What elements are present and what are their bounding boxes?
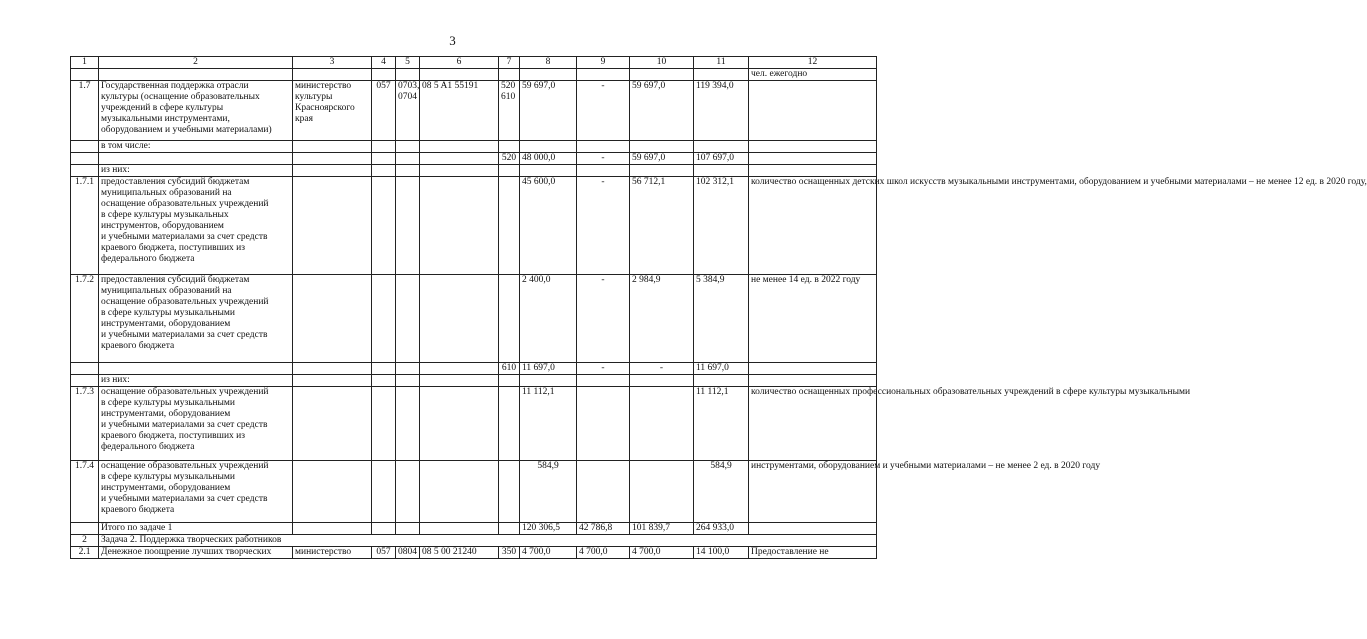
value-total: 264 933,0	[694, 523, 749, 535]
grbs-code: 057	[372, 81, 396, 141]
page-number: 3	[449, 33, 456, 48]
header-cell: 7	[499, 57, 520, 69]
value-2022: 4 700,0	[630, 547, 694, 559]
header-cell: 8	[520, 57, 577, 69]
value-2020: 48 000,0	[520, 153, 577, 165]
header-cell: 6	[420, 57, 499, 69]
header-cell: 11	[694, 57, 749, 69]
vr-code: 520	[499, 153, 520, 165]
value-2020: 11 697,0	[520, 363, 577, 375]
table-row	[71, 275, 877, 363]
row-name: оснащение образовательных учреждений в сфере культуры музыкальными инструментами, оборудованием и учебными материалами за счет средств краевого бюджета	[99, 461, 293, 523]
value-2020: 11 112,1	[520, 387, 577, 461]
header-cell: 10	[630, 57, 694, 69]
header-cell: 9	[577, 57, 630, 69]
value-2021: -	[577, 81, 630, 141]
value-total: 107 697,0	[694, 153, 749, 165]
row-number: 1.7.4	[71, 461, 99, 523]
table-row	[71, 81, 877, 141]
header-cell: 1	[71, 57, 99, 69]
table-row	[71, 141, 877, 153]
value-total: 14 100,0	[694, 547, 749, 559]
table-row	[71, 461, 877, 523]
row-label: из них:	[99, 165, 293, 177]
table-row	[71, 153, 877, 165]
value-2021: 4 700,0	[577, 547, 630, 559]
row-number: 1.7	[71, 81, 99, 141]
indicator: инструментами, оборудованием и учебными материалами – не менее 2 ед. в 2020 году	[749, 461, 877, 523]
value-2022: 59 697,0	[630, 81, 694, 141]
header-cell: 5	[396, 57, 420, 69]
value-2020: 120 306,5	[520, 523, 577, 535]
value-2022: 2 984,9	[630, 275, 694, 363]
csr-code: 08 5 00 21240	[420, 547, 499, 559]
vr-code: 610	[499, 363, 520, 375]
row-name: оснащение образовательных учреждений в сфере культуры музыкальными инструментами, оборудованием и учебными материалами за счет средств краевого бюджета, поступивших из федерального бюджета	[99, 387, 293, 461]
row-name: предоставления субсидий бюджетам муниципальных образований на оснащение образовательных учреждений в сфере культуры музыкальных инструментов, оборудованием и учебными материалами за счет средств краевого бюджета, поступивших из федерального бюджета	[99, 177, 293, 275]
value-2021: 42 786,8	[577, 523, 630, 535]
value-total: 584,9	[694, 461, 749, 523]
rzpr-code: 0804	[396, 547, 420, 559]
table-row	[71, 165, 877, 177]
total-label: Итого по задаче 1	[99, 523, 293, 535]
value-total: 11 697,0	[694, 363, 749, 375]
header-cell: 4	[372, 57, 396, 69]
vr-code: 520 610	[499, 81, 520, 141]
row-name: Государственная поддержка отрасли культуры (оснащение образовательных учреждений в сфере культуры музыкальными инструментами, оборудованием и учебными материалами)	[99, 81, 293, 141]
value-total: 5 384,9	[694, 275, 749, 363]
value-2021: -	[577, 177, 630, 275]
value-2021: -	[577, 153, 630, 165]
table-row	[71, 363, 877, 375]
csr-code: 08 5 A1 55191	[420, 81, 499, 141]
table-row	[71, 177, 877, 275]
value-2022: 59 697,0	[630, 153, 694, 165]
top-note: чел. ежегодно	[749, 69, 877, 81]
row-agency: министерство	[293, 547, 372, 559]
row-name: Денежное поощрение лучших творческих	[99, 547, 293, 559]
total-row	[71, 523, 877, 535]
value-total: 119 394,0	[694, 81, 749, 141]
row-label: в том числе:	[99, 141, 293, 153]
vr-code: 350	[499, 547, 520, 559]
value-2020: 584,9	[520, 461, 577, 523]
indicator: не менее 14 ед. в 2022 году	[749, 275, 877, 363]
row-agency: министерство культуры Красноярского края	[293, 81, 372, 141]
table-row	[71, 69, 877, 81]
value-total: 11 112,1	[694, 387, 749, 461]
value-2022: 56 712,1	[630, 177, 694, 275]
indicator: количество оснащенных профессиональных образовательных учреждений в сфере культуры музыкальными	[749, 387, 877, 461]
task-label: Задача 2. Поддержка творческих работников	[99, 535, 877, 547]
indicator: Предоставление не	[749, 547, 877, 559]
value-2020: 59 697,0	[520, 81, 577, 141]
value-2020: 4 700,0	[520, 547, 577, 559]
header-row	[71, 57, 877, 69]
header-cell: 12	[749, 57, 877, 69]
indicator: количество оснащенных детских школ искусств музыкальными инструментами, оборудованием и учебными материалами – не менее 12 ед. в 2020 году,	[749, 177, 877, 275]
budget-table	[70, 56, 1367, 559]
row-label: из них:	[99, 375, 293, 387]
table-row	[71, 387, 877, 461]
value-2021: -	[577, 275, 630, 363]
rzpr-code: 0703, 0704	[396, 81, 420, 141]
value-total: 102 312,1	[694, 177, 749, 275]
value-2022: 101 839,7	[630, 523, 694, 535]
row-number: 1.7.1	[71, 177, 99, 275]
row-number: 2	[71, 535, 99, 547]
task-row	[71, 535, 877, 547]
value-2020: 45 600,0	[520, 177, 577, 275]
row-number: 1.7.3	[71, 387, 99, 461]
value-2022: -	[630, 363, 694, 375]
grbs-code: 057	[372, 547, 396, 559]
row-name: предоставления субсидий бюджетам муниципальных образований на оснащение образовательных учреждений в сфере культуры музыкальными инструментами, оборудованием и учебными материалами за счет средств краевого бюджета	[99, 275, 293, 363]
row-number: 1.7.2	[71, 275, 99, 363]
value-2021: -	[577, 363, 630, 375]
row-number: 2.1	[71, 547, 99, 559]
table-row	[71, 547, 877, 559]
header-cell: 3	[293, 57, 372, 69]
table-row	[71, 375, 877, 387]
header-cell: 2	[99, 57, 293, 69]
value-2020: 2 400,0	[520, 275, 577, 363]
